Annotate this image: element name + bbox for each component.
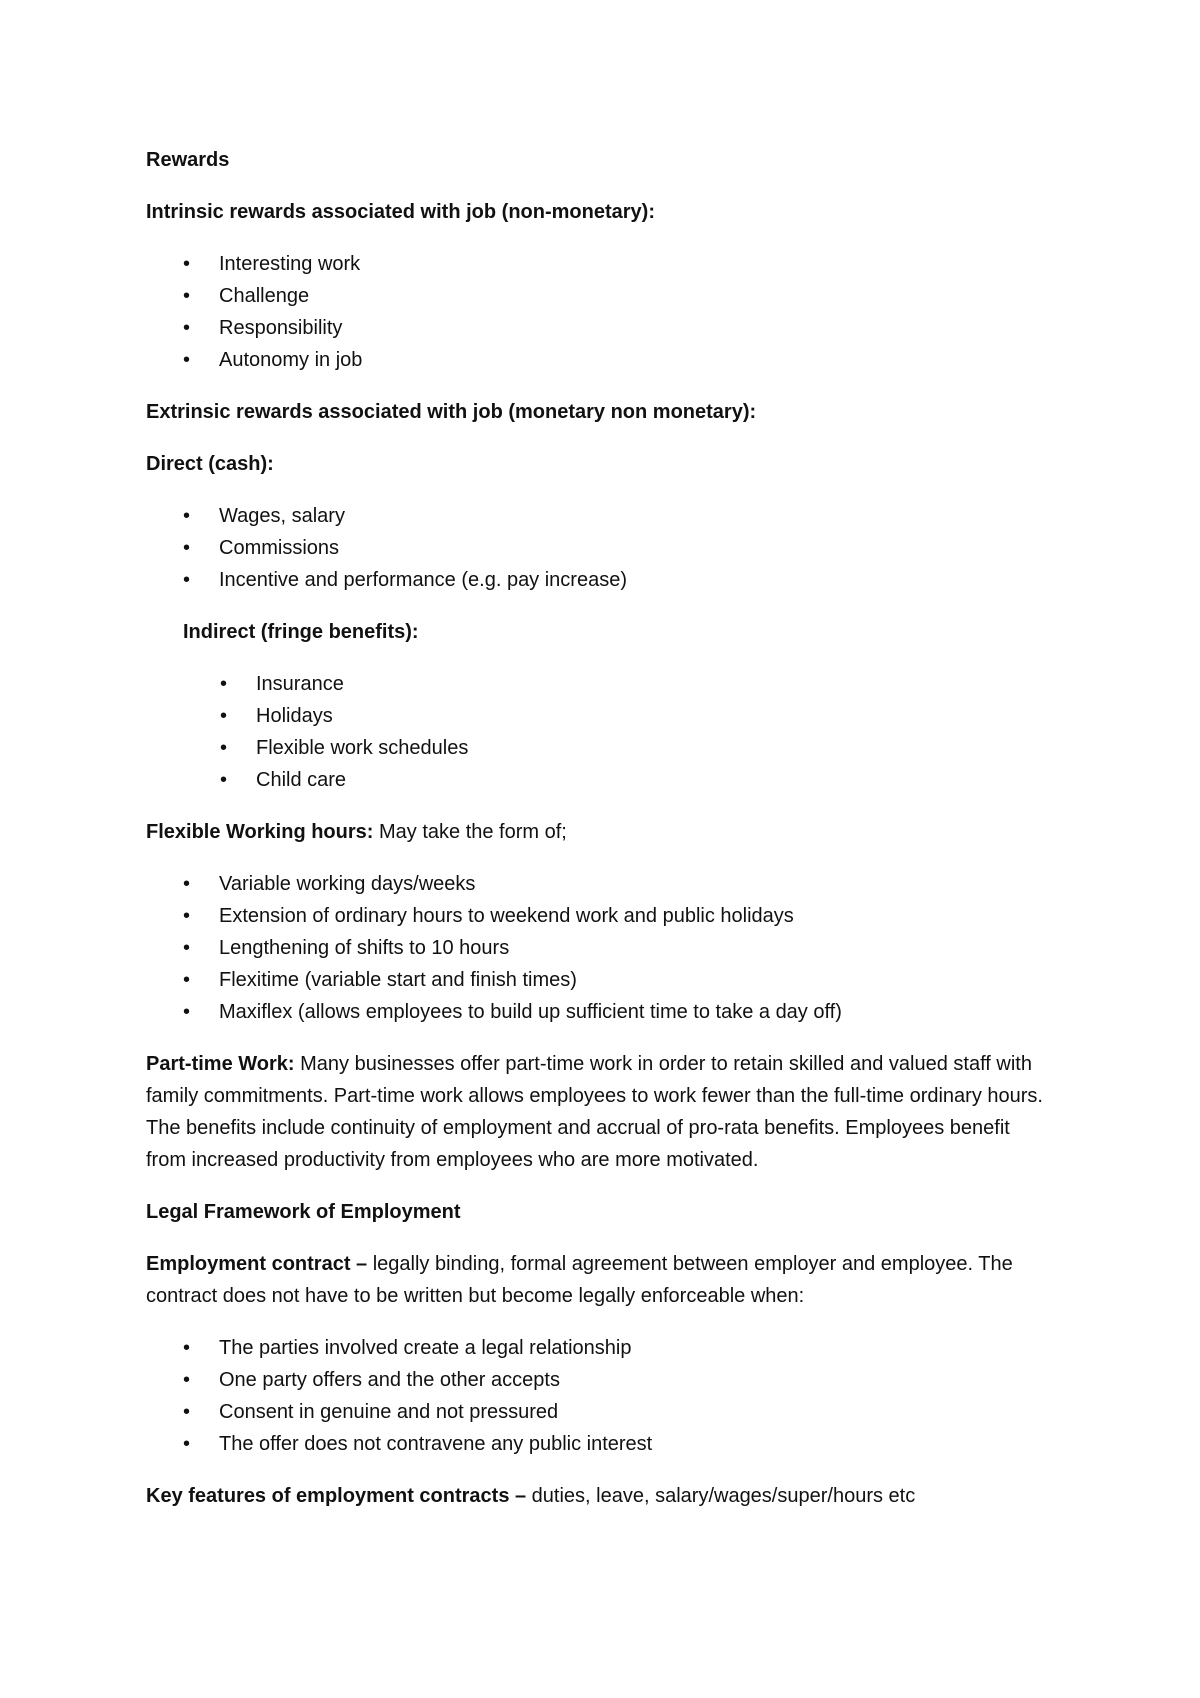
direct-list: [146, 500, 1046, 596]
heading-indirect: Indirect (fringe benefits):: [183, 621, 419, 643]
bullet-icon: •: [183, 1433, 191, 1455]
list-item: • Responsibility: [219, 312, 1046, 344]
bullet-icon: •: [220, 705, 228, 727]
bullet-icon: •: [183, 1001, 191, 1023]
heading-rewards: Rewards: [146, 149, 230, 171]
bullet-icon: •: [183, 537, 191, 559]
list-item: • Flexible work schedules: [256, 732, 1046, 764]
bullet-icon: •: [183, 253, 191, 275]
flexible-label: Flexible Working hours:: [146, 821, 374, 843]
features-paragraph: [146, 1480, 1046, 1512]
list-item: • Challenge: [219, 280, 1046, 312]
bullet-icon: •: [183, 937, 191, 959]
list-item: • Commissions: [219, 532, 1046, 564]
bullet-icon: •: [183, 1337, 191, 1359]
list-item: • Holidays: [256, 700, 1046, 732]
parttime-text: Many businesses offer part-time work in order to retain skilled and valued staff with family commitments. Part-time work allows employees to work fewer than the full-time ordinary hours. The benefits include continuity of employment and accrual of pro-rata benefits. Employees benefit from increased productivity from employees who are more motivated.: [146, 1053, 1043, 1171]
contract-paragraph: [146, 1248, 1046, 1312]
list-item: • Consent in genuine and not pressured: [219, 1396, 1046, 1428]
list-item: • The offer does not contravene any public interest: [219, 1428, 1046, 1460]
list-item: • Lengthening of shifts to 10 hours: [219, 932, 1046, 964]
bullet-icon: •: [183, 317, 191, 339]
list-item: • Interesting work: [219, 248, 1046, 280]
list-item: • Extension of ordinary hours to weekend work and public holidays: [219, 900, 1046, 932]
list-item: • Flexitime (variable start and finish times): [219, 964, 1046, 996]
list-item: • Wages, salary: [219, 500, 1046, 532]
bullet-icon: •: [220, 769, 228, 791]
document-page: [146, 144, 1046, 1532]
intrinsic-list: [146, 248, 1046, 376]
bullet-icon: •: [183, 969, 191, 991]
list-item: • Variable working days/weeks: [219, 868, 1046, 900]
list-item: • The parties involved create a legal relationship: [219, 1332, 1046, 1364]
features-text: duties, leave, salary/wages/super/hours etc: [526, 1485, 916, 1507]
flexible-text: May take the form of;: [373, 821, 567, 843]
parttime-paragraph: [146, 1048, 1046, 1176]
list-item: • Maxiflex (allows employees to build up sufficient time to take a day off): [219, 996, 1046, 1028]
bullet-icon: •: [220, 673, 228, 695]
bullet-icon: •: [183, 505, 191, 527]
list-item: • Autonomy in job: [219, 344, 1046, 376]
indirect-list: [146, 668, 1046, 796]
bullet-icon: •: [183, 569, 191, 591]
bullet-icon: •: [183, 873, 191, 895]
list-item: • One party offers and the other accepts: [219, 1364, 1046, 1396]
list-item: • Incentive and performance (e.g. pay increase): [219, 564, 1046, 596]
features-label: Key features of employment contracts –: [146, 1485, 527, 1507]
bullet-icon: •: [220, 737, 228, 759]
parttime-label: Part-time Work:: [146, 1053, 295, 1075]
flexible-list: [146, 868, 1046, 1028]
bullet-icon: •: [183, 349, 191, 371]
heading-direct: Direct (cash):: [146, 453, 274, 475]
contract-text: legally binding, formal agreement between employer and employee. The contract does not have to be written but become legally enforceable when:: [146, 1253, 1013, 1307]
list-item: • Insurance: [256, 668, 1046, 700]
bullet-icon: •: [183, 285, 191, 307]
flexible-paragraph: [146, 816, 1046, 848]
list-item: • Child care: [256, 764, 1046, 796]
heading-extrinsic: Extrinsic rewards associated with job (monetary non monetary):: [146, 401, 757, 423]
contract-list: [146, 1332, 1046, 1460]
heading-legal: Legal Framework of Employment: [146, 1201, 461, 1223]
bullet-icon: •: [183, 905, 191, 927]
bullet-icon: •: [183, 1369, 191, 1391]
heading-intrinsic: Intrinsic rewards associated with job (non-monetary):: [146, 201, 655, 223]
bullet-icon: •: [183, 1401, 191, 1423]
contract-label: Employment contract –: [146, 1253, 368, 1275]
